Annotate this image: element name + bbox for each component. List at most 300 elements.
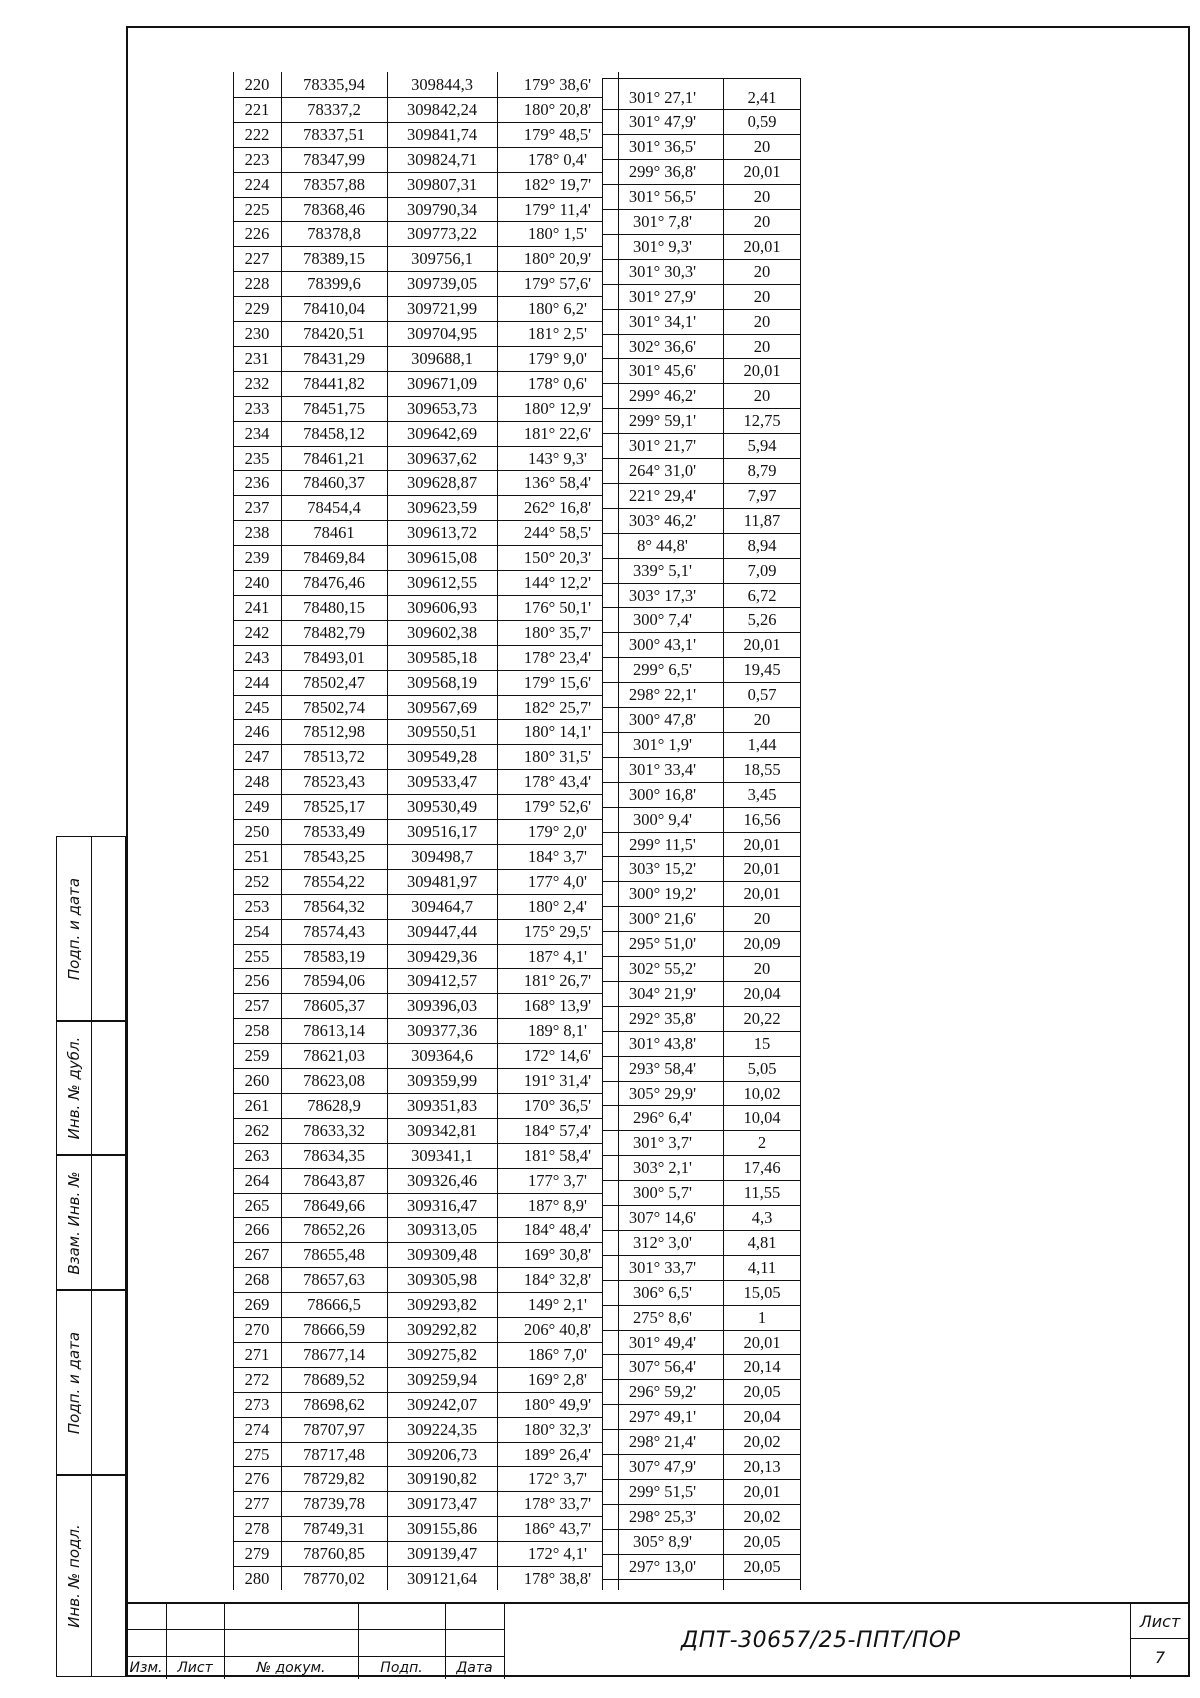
angle-cell: 184° 32,8' [523,1270,592,1290]
segment-row [602,310,801,334]
angle-cell: 181° 2,5' [527,324,588,343]
coord-y-cell: 309313,05 [406,1220,478,1240]
angle-cell: 182° 19,7' [523,174,592,194]
angle-cell: 184° 3,7' [527,846,588,866]
side-label-sign-date-1: Подп. и дата [65,877,83,980]
segment-row [602,882,801,906]
angle-cell: 179° 2,0' [527,822,588,841]
segment-row [602,1355,801,1379]
length-cell: 5,05 [747,1058,777,1078]
length-cell: 20,01 [743,859,781,879]
coord-y-cell: 309704,95 [406,324,478,343]
length-cell: 4,11 [747,1257,777,1277]
title-block-izm: Изм. [129,1660,163,1676]
segment-row [602,1106,801,1130]
length-cell: 20,09 [743,934,781,954]
segment-row [602,1480,801,1504]
coord-y-cell: 309842,24 [406,99,478,119]
segment-row [602,833,801,857]
table-row [233,571,592,595]
direction-cell: 299° 36,8' [628,162,697,182]
segment-row [602,733,801,757]
direction-cell: 302° 55,2' [628,959,697,978]
table-row [233,745,592,769]
angle-cell: 149° 2,1' [527,1295,588,1315]
segment-row [602,1555,801,1579]
coord-y-cell: 309259,94 [406,1369,478,1389]
length-cell: 15 [753,1033,771,1053]
direction-cell: 300° 21,6' [628,909,697,929]
coord-y-cell: 309155,86 [406,1519,478,1539]
angle-cell: 182° 25,7' [523,697,592,717]
point-number-cell: 231 [244,348,270,368]
coord-x-cell: 78649,66 [303,1195,365,1215]
coord-y-cell: 309567,69 [406,697,478,717]
point-number-cell: 260 [244,1071,270,1090]
coordinates-table [233,72,801,1590]
angle-cell: 180° 20,9' [523,249,592,269]
coord-y-cell: 309637,62 [406,448,478,468]
title-block-podp: Подп. [380,1660,423,1676]
coord-y-cell: 309173,47 [406,1494,478,1514]
coord-x-cell: 78729,82 [303,1469,365,1489]
angle-cell: 150° 20,3' [523,548,592,568]
length-cell: 1 [757,1307,767,1327]
direction-cell: 301° 34,1' [628,311,697,331]
coord-x-cell: 78461,21 [303,448,365,468]
coord-x-cell: 78574,43 [303,921,365,941]
segment-row [602,534,801,558]
segment-row [602,384,801,408]
table-row [233,845,588,869]
coord-y-cell: 309550,51 [406,722,478,742]
direction-cell: 301° 7,8' [632,212,693,231]
coord-y-cell: 309206,73 [406,1444,478,1464]
length-cell: 20 [753,336,771,356]
angle-cell: 178° 0,6' [527,373,588,393]
table-row [233,621,592,645]
angle-cell: 176° 50,1' [523,597,592,617]
coord-y-cell: 309481,97 [406,871,478,891]
length-cell: 20,01 [743,1332,781,1352]
coord-y-cell: 309342,81 [406,1120,478,1140]
table-row [233,1169,588,1193]
coord-x-cell: 78476,46 [303,573,365,592]
direction-cell: 301° 33,4' [628,759,697,779]
coord-x-cell: 78623,08 [303,1071,365,1090]
length-cell: 20,01 [743,834,781,854]
length-cell: 20,22 [743,1008,781,1028]
side-label-dup-inv: Инв. № дубл. [65,1036,83,1140]
point-number-cell: 278 [244,1519,270,1539]
table-row [233,98,592,122]
title-block-doc-no: № докум. [256,1660,326,1676]
coord-y-cell: 309139,47 [406,1544,478,1564]
length-cell: 8,79 [747,461,777,480]
angle-cell: 184° 57,4' [523,1120,592,1140]
angle-cell: 180° 32,3' [523,1419,592,1439]
point-number-cell: 279 [244,1544,270,1564]
coord-x-cell: 78594,06 [303,971,365,991]
segment-row [602,708,801,732]
point-number-cell: 251 [244,846,270,866]
direction-cell: 312° 3,0' [632,1232,693,1252]
coord-y-cell: 309396,03 [406,996,478,1016]
angle-cell: 169° 2,8' [527,1369,588,1389]
coord-x-cell: 78613,14 [303,1021,365,1041]
table-row [233,347,588,371]
point-number-cell: 228 [244,274,270,294]
coord-y-cell: 309739,05 [406,274,478,294]
table-row [233,397,592,421]
table-row [233,222,588,246]
coord-y-cell: 309653,73 [406,398,478,418]
table-row [233,1393,592,1417]
point-number-cell: 224 [244,174,270,194]
angle-cell: 144° 12,2' [523,573,592,592]
direction-cell: 301° 49,4' [628,1332,697,1352]
point-number-cell: 223 [244,149,270,169]
table-row [233,1094,592,1118]
direction-cell: 301° 3,7' [632,1133,693,1153]
table-row [233,994,592,1018]
angle-cell: 178° 0,4' [527,149,588,169]
coord-x-cell: 78554,22 [303,871,365,891]
coord-x-cell: 78460,37 [303,473,365,493]
angle-cell: 175° 29,5' [523,921,592,941]
coord-x-cell: 78378,8 [307,224,361,244]
table-row [233,496,592,520]
angle-cell: 206° 40,8' [523,1320,592,1339]
length-cell: 11,87 [743,510,781,530]
table-row [233,870,588,894]
table-row [233,1368,588,1392]
length-cell: 12,75 [743,411,781,431]
point-number-cell: 272 [244,1369,270,1389]
angle-cell: 169° 30,8' [523,1245,592,1265]
angle-cell: 178° 38,8' [523,1569,592,1588]
angle-cell: 180° 35,7' [523,622,592,642]
side-cell-orig-inv [56,1475,126,1677]
coord-y-cell: 309585,18 [406,647,478,667]
segment-row [602,1430,801,1454]
direction-cell: 301° 47,9' [628,112,697,132]
angle-cell: 180° 31,5' [523,747,592,767]
direction-cell: 301° 30,3' [628,261,697,281]
angle-cell: 178° 43,4' [523,772,592,792]
point-number-cell: 230 [244,324,270,343]
length-cell: 4,3 [751,1208,773,1227]
length-cell: 20,05 [743,1556,781,1576]
segment-row [602,907,801,931]
direction-cell: 299° 59,1' [628,411,697,431]
coord-y-cell: 309530,49 [406,797,478,817]
length-cell: 20 [753,386,771,406]
table-row [233,646,592,670]
sheet-number: 7 [1154,1648,1166,1667]
table-row [233,1194,588,1218]
segment-row [602,857,801,881]
direction-cell: 306° 6,5' [632,1282,693,1302]
length-cell: 20,14 [743,1357,781,1377]
direction-cell: 292° 35,8' [628,1008,697,1028]
angle-cell: 179° 38,6' [523,75,592,94]
coord-y-cell: 309841,74 [406,124,478,144]
direction-cell: 301° 45,6' [628,361,697,381]
length-cell: 5,26 [747,610,777,630]
coord-y-cell: 309773,22 [406,224,478,244]
table-row [233,521,592,545]
point-number-cell: 273 [244,1394,270,1414]
segment-row [602,160,801,184]
direction-cell: 275° 8,6' [632,1307,693,1327]
segment-row [602,86,801,110]
direction-cell: 300° 5,7' [632,1183,693,1203]
segment-row [602,434,801,458]
coord-x-cell: 78655,48 [303,1245,365,1265]
length-cell: 20 [753,137,771,157]
coord-x-cell: 78739,78 [303,1494,365,1514]
coord-y-cell: 309359,99 [406,1071,478,1090]
segment-row [602,359,801,383]
angle-cell: 244° 58,5' [523,523,592,543]
point-number-cell: 268 [244,1270,270,1290]
angle-cell: 189° 8,1' [527,1021,588,1041]
angle-cell: 180° 14,1' [523,722,592,742]
table-row [233,1443,592,1467]
direction-cell: 302° 36,6' [628,336,697,356]
segment-row [602,808,801,832]
angle-cell: 172° 4,1' [527,1544,588,1564]
segment-row [602,658,801,682]
direction-cell: 296° 6,4' [632,1108,693,1128]
segment-row [602,584,801,608]
angle-cell: 179° 9,0' [527,348,588,368]
direction-cell: 339° 5,1' [632,560,693,580]
direction-cell: 297° 49,1' [628,1407,697,1427]
point-number-cell: 262 [244,1120,270,1140]
length-cell: 20,02 [743,1432,781,1452]
coord-y-cell: 309671,09 [406,373,478,393]
coord-y-cell: 309464,7 [411,896,473,916]
point-number-cell: 233 [244,398,270,418]
length-cell: 15,05 [743,1282,781,1302]
length-cell: 0,57 [747,685,777,705]
angle-cell: 172° 14,6' [523,1046,592,1066]
coord-x-cell: 78583,19 [303,946,365,966]
table-row [233,297,588,321]
direction-cell: 293° 58,4' [628,1058,697,1078]
segment-row [602,1380,801,1404]
direction-cell: 303° 2,1' [632,1158,693,1178]
angle-cell: 179° 52,6' [523,797,592,817]
direction-cell: 264° 31,0' [628,461,697,480]
coord-x-cell: 78480,15 [303,597,365,617]
coord-y-cell: 309549,28 [406,747,478,767]
segment-row [602,484,801,508]
point-number-cell: 253 [244,896,270,916]
table-row [233,447,588,471]
angle-cell: 168° 13,9' [523,996,592,1016]
length-cell: 20 [753,909,771,929]
table-row [233,1044,592,1068]
length-cell: 20,04 [743,983,781,1003]
coord-y-cell: 309612,55 [406,573,478,592]
point-number-cell: 242 [244,622,270,642]
coord-y-cell: 309316,47 [406,1195,478,1215]
point-number-cell: 240 [244,573,270,592]
coord-y-cell: 309721,99 [406,299,478,319]
point-number-cell: 235 [244,448,270,468]
length-cell: 20,02 [743,1506,781,1526]
side-cell-sign-date-2 [56,1290,126,1475]
point-number-cell: 232 [244,373,270,393]
angle-cell: 178° 23,4' [523,647,592,667]
point-number-cell: 252 [244,871,270,891]
point-number-cell: 250 [244,822,270,841]
length-cell: 4,81 [747,1232,777,1252]
angle-cell: 180° 6,2' [527,299,588,319]
segment-row [602,110,801,134]
table-row [233,546,592,570]
coord-x-cell: 78441,82 [303,373,365,393]
segment-row [602,135,801,159]
segment-row [602,1057,801,1081]
coord-x-cell: 78458,12 [303,423,365,443]
segment-row [602,459,801,483]
coord-y-cell: 309121,64 [406,1569,478,1588]
direction-cell: 300° 47,8' [628,710,697,729]
direction-cell: 8° 44,8' [637,535,688,555]
coord-x-cell: 78717,48 [303,1444,365,1464]
coord-y-cell: 309377,36 [406,1021,478,1041]
direction-cell: 307° 56,4' [628,1357,697,1377]
segment-row [602,509,801,533]
angle-cell: 191° 31,4' [523,1071,592,1090]
table-row [233,1243,592,1267]
length-cell: 20 [753,710,771,729]
table-row [233,1492,592,1516]
segment-row [602,210,801,234]
length-cell: 18,55 [743,759,781,779]
segment-row [602,1131,801,1155]
angle-cell: 180° 12,9' [523,398,592,418]
coord-y-cell: 309364,6 [411,1046,473,1066]
point-number-cell: 259 [244,1046,270,1066]
coord-y-cell: 309498,7 [411,846,473,866]
point-number-cell: 255 [244,946,270,966]
segment-row [602,1156,801,1180]
direction-cell: 305° 29,9' [628,1083,697,1103]
coord-x-cell: 78643,87 [303,1170,365,1190]
coord-x-cell: 78469,84 [303,548,365,568]
point-number-cell: 257 [244,996,270,1016]
coord-x-cell: 78493,01 [303,647,365,667]
coord-x-cell: 78335,94 [303,75,365,94]
segment-row [602,957,801,981]
coord-y-cell: 309224,35 [406,1419,478,1439]
direction-cell: 297° 13,0' [628,1556,697,1576]
table-row [233,920,592,944]
coord-y-cell: 309293,82 [406,1295,478,1315]
direction-cell: 301° 21,7' [628,436,697,456]
coord-x-cell: 78564,32 [303,896,365,916]
length-cell: 20 [753,212,771,231]
length-cell: 10,04 [743,1108,781,1128]
segment-row [602,1082,801,1106]
side-cell-sign-date-1 [56,836,126,1021]
point-number-cell: 226 [244,224,270,244]
title-block-list: Лист [177,1660,213,1676]
segment-row [602,285,801,309]
length-cell: 20,01 [743,236,781,256]
segment-row [602,683,801,707]
angle-cell: 143° 9,3' [527,448,588,468]
direction-cell: 298° 21,4' [628,1432,697,1452]
length-cell: 16,56 [743,809,781,829]
direction-cell: 304° 21,9' [628,983,697,1003]
coord-y-cell: 309807,31 [406,174,478,194]
point-number-cell: 241 [244,597,270,617]
direction-cell: 301° 33,7' [628,1257,697,1277]
angle-cell: 180° 49,9' [523,1394,592,1414]
table-row [233,1019,588,1043]
point-number-cell: 245 [244,697,270,717]
point-number-cell: 271 [244,1344,270,1364]
direction-cell: 300° 43,1' [628,635,697,655]
direction-cell: 300° 16,8' [628,784,697,804]
length-cell: 7,97 [747,485,777,505]
coord-x-cell: 78760,85 [303,1544,365,1564]
table-row [233,198,591,222]
point-number-cell: 280 [244,1569,270,1588]
point-number-cell: 275 [244,1444,270,1464]
coord-x-cell: 78482,79 [303,622,365,642]
coord-x-cell: 78420,51 [303,324,365,343]
direction-cell: 299° 6,5' [632,660,693,680]
length-cell: 20,01 [743,635,781,655]
side-cell-dup-inv [56,1021,126,1155]
segment-row [602,559,801,583]
segment-row [602,633,801,657]
point-number-cell: 246 [244,722,270,742]
length-cell: 8,94 [747,535,777,555]
coord-x-cell: 78657,63 [303,1270,365,1290]
direction-cell: 301° 1,9' [632,734,693,754]
coord-x-cell: 78652,26 [303,1220,365,1240]
length-cell: 20,01 [743,884,781,904]
coord-y-cell: 309615,08 [406,548,478,568]
direction-cell: 221° 29,4' [628,485,697,505]
angle-cell: 179° 57,6' [523,274,592,294]
table-row [233,1318,592,1342]
point-number-cell: 264 [244,1170,270,1190]
direction-cell: 301° 36,5' [628,137,697,157]
coord-x-cell: 78698,62 [303,1394,365,1414]
length-cell: 2 [757,1133,767,1153]
direction-cell: 303° 15,2' [628,859,697,879]
coord-x-cell: 78666,5 [307,1295,361,1315]
coord-y-cell: 309305,98 [406,1270,478,1290]
point-number-cell: 263 [244,1145,270,1165]
side-label-orig-inv: Инв. № подл. [65,1524,83,1628]
point-number-cell: 239 [244,548,270,568]
table-row [233,720,592,744]
point-number-cell: 220 [244,75,270,94]
coord-x-cell: 78451,75 [303,398,365,418]
direction-cell: 296° 59,2' [628,1382,697,1402]
segment-row [602,1181,801,1205]
